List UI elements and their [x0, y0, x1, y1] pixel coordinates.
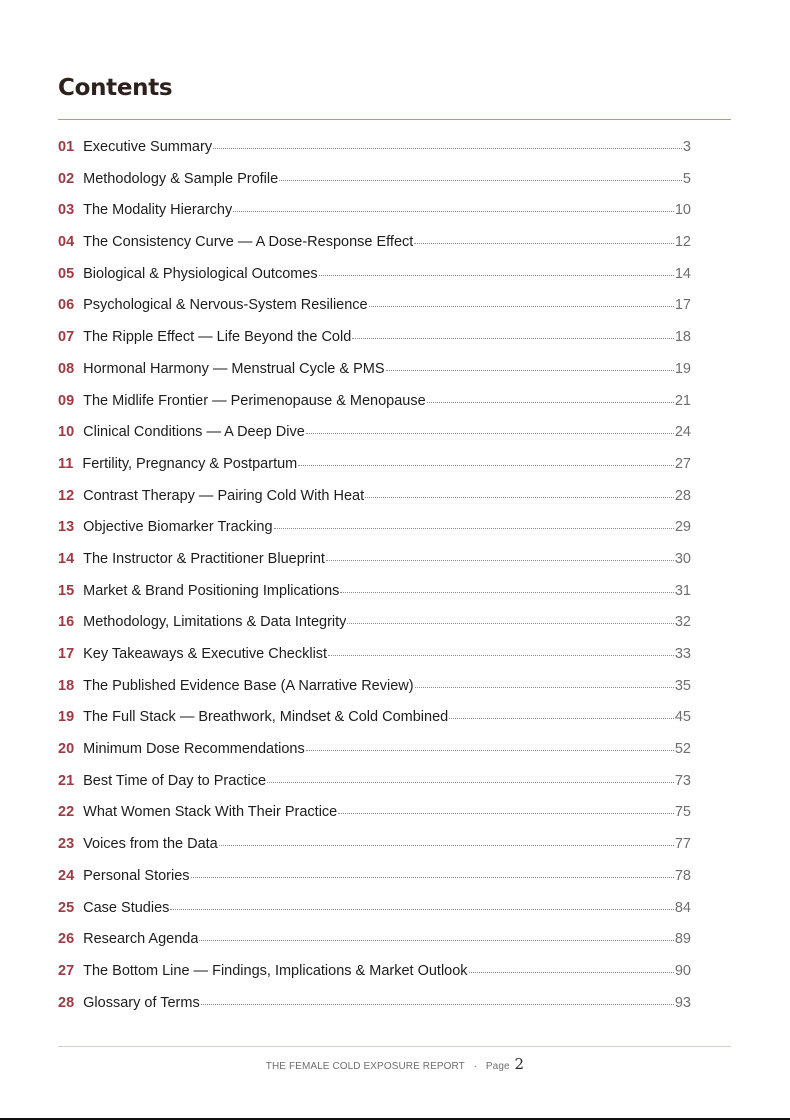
toc-entry[interactable]: [58, 290, 691, 322]
footer-page-label: Page: [485, 1061, 510, 1072]
toc-entry-number: 10: [58, 424, 75, 441]
toc-entry[interactable]: [58, 829, 691, 861]
page-footer: [0, 1055, 790, 1073]
toc-entry-page-number: 78: [674, 867, 691, 884]
toc-entry[interactable]: [58, 449, 691, 481]
toc-entry-number: 16: [58, 614, 75, 631]
toc-entry[interactable]: [58, 354, 691, 386]
toc-entry[interactable]: [58, 893, 691, 925]
toc-entry-number: 12: [58, 487, 75, 504]
toc-entry-title: Fertility, Pregnancy & Postpartum: [82, 455, 298, 472]
toc-entry-dot-leader: [201, 1004, 674, 1005]
toc-entry-title: Market & Brand Positioning Implications: [83, 582, 340, 599]
toc-entry-page-number: 5: [682, 170, 691, 187]
toc-entry-page-number: 29: [674, 519, 691, 536]
toc-entry-page-number: 32: [674, 614, 691, 631]
toc-entry-dot-leader: [233, 211, 674, 212]
toc-entry-page-number: 77: [674, 836, 691, 853]
toc-entry-number: 01: [58, 139, 75, 155]
toc-entry-page-number: 31: [674, 582, 691, 599]
toc-entry[interactable]: [58, 512, 691, 544]
toc-entry-title: Personal Stories: [83, 867, 190, 884]
toc-entry-dot-leader: [199, 940, 673, 941]
toc-entry-number: 24: [58, 867, 75, 884]
toc-entry-dot-leader: [386, 370, 674, 371]
page-title: Contents: [58, 75, 173, 102]
toc-entry-dot-leader: [267, 782, 674, 783]
toc-entry-dot-leader: [449, 718, 674, 719]
toc-entry-number: 15: [58, 582, 75, 599]
toc-entry-page-number: 75: [674, 804, 691, 821]
toc-entry-number: 23: [58, 836, 75, 853]
toc-entry-dot-leader: [170, 909, 673, 910]
toc-entry[interactable]: [58, 481, 691, 513]
toc-entry[interactable]: [58, 544, 691, 576]
toc-entry[interactable]: [58, 956, 691, 988]
toc-entry-dot-leader: [219, 845, 674, 846]
toc-entry-page-number: 10: [674, 202, 691, 219]
toc-entry-title: Minimum Dose Recommendations: [83, 741, 305, 758]
toc-entry-number: 13: [58, 519, 75, 536]
toc-entry-number: 19: [58, 709, 75, 726]
toc-entry-number: 09: [58, 392, 75, 409]
toc-entry-page-number: 35: [674, 677, 691, 694]
toc-entry-title: Hormonal Harmony — Menstrual Cycle & PMS: [83, 360, 385, 377]
table-of-contents: [58, 132, 691, 1019]
toc-entry-number: 07: [58, 329, 75, 346]
toc-entry-page-number: 18: [674, 329, 691, 346]
toc-entry-title: The Instructor & Practitioner Blueprint: [83, 550, 325, 567]
toc-entry-number: 25: [58, 899, 75, 916]
toc-entry-dot-leader: [469, 972, 674, 973]
toc-entry-title: The Modality Hierarchy: [83, 202, 233, 219]
toc-entry-title: Glossary of Terms: [83, 994, 200, 1011]
toc-entry[interactable]: [58, 195, 691, 227]
toc-entry[interactable]: [58, 607, 691, 639]
toc-entry-title: Clinical Conditions — A Deep Dive: [83, 424, 305, 441]
toc-entry[interactable]: [58, 227, 691, 259]
toc-entry[interactable]: [58, 924, 691, 956]
toc-entry-number: 04: [58, 234, 75, 251]
toc-entry-dot-leader: [415, 687, 674, 688]
toc-entry-number: 22: [58, 804, 75, 821]
toc-entry-dot-leader: [279, 180, 682, 181]
toc-entry-title: Case Studies: [83, 899, 170, 916]
toc-entry-title: The Published Evidence Base (A Narrative Review): [83, 677, 414, 694]
toc-entry-number: 28: [58, 994, 75, 1011]
title-divider: [58, 119, 731, 120]
toc-entry-number: 21: [58, 772, 75, 789]
toc-entry-page-number: 27: [674, 455, 691, 472]
toc-entry-page-number: 14: [674, 265, 691, 282]
toc-entry-number: 17: [58, 646, 75, 662]
toc-entry-page-number: 90: [674, 962, 691, 979]
toc-entry-title: Best Time of Day to Practice: [83, 772, 267, 789]
toc-entry[interactable]: [58, 734, 691, 766]
toc-entry-dot-leader: [365, 497, 674, 498]
toc-entry-title: Biological & Physiological Outcomes: [83, 265, 318, 282]
footer-report-title: THE FEMALE COLD EXPOSURE REPORT: [265, 1061, 465, 1072]
toc-entry-title: Research Agenda: [83, 931, 199, 948]
toc-entry-title: Methodology & Sample Profile: [83, 170, 279, 187]
toc-entry[interactable]: [58, 639, 691, 671]
toc-entry-page-number: 93: [674, 994, 691, 1011]
toc-entry[interactable]: [58, 576, 691, 608]
toc-entry[interactable]: [58, 164, 691, 196]
toc-entry-page-number: 30: [674, 550, 691, 567]
toc-entry-number: 14: [58, 550, 75, 567]
toc-entry-page-number: 24: [674, 424, 691, 441]
toc-entry-number: 05: [58, 265, 75, 282]
toc-entry-title: Methodology, Limitations & Data Integrity: [83, 614, 347, 631]
toc-entry-dot-leader: [414, 243, 674, 244]
toc-entry-page-number: 17: [674, 297, 691, 314]
toc-entry-page-number: 21: [674, 392, 691, 409]
toc-entry-page-number: 52: [674, 741, 691, 758]
toc-entry-number: 27: [58, 962, 75, 979]
toc-entry-page-number: 73: [674, 772, 691, 789]
toc-entry-dot-leader: [274, 528, 674, 529]
toc-entry-number: 20: [58, 741, 75, 758]
toc-entry-page-number: 33: [674, 646, 691, 662]
toc-entry[interactable]: [58, 417, 691, 449]
toc-entry[interactable]: [58, 322, 691, 354]
toc-entry-dot-leader: [352, 338, 674, 339]
toc-entry[interactable]: [58, 259, 691, 291]
toc-entry[interactable]: [58, 702, 691, 734]
toc-entry[interactable]: [58, 766, 691, 798]
toc-entry-title: What Women Stack With Their Practice: [83, 804, 338, 821]
toc-entry-title: The Full Stack — Breathwork, Mindset & Cold Combined: [83, 709, 449, 726]
toc-entry-title: Psychological & Nervous-System Resilience: [83, 297, 368, 314]
toc-entry-title: The Bottom Line — Findings, Implications & Market Outlook: [83, 962, 468, 979]
toc-entry-dot-leader: [306, 750, 674, 751]
toc-entry-dot-leader: [347, 623, 673, 624]
toc-entry-page-number: 3: [682, 139, 691, 155]
toc-entry-page-number: 19: [674, 360, 691, 377]
footer-separator: ·: [473, 1061, 477, 1072]
toc-entry[interactable]: [58, 386, 691, 418]
toc-entry-dot-leader: [306, 433, 674, 434]
toc-entry-number: 06: [58, 297, 75, 314]
toc-entry-dot-leader: [326, 560, 674, 561]
toc-entry-dot-leader: [319, 275, 674, 276]
toc-entry-dot-leader: [213, 148, 682, 149]
toc-entry[interactable]: [58, 671, 691, 703]
toc-entry-page-number: 45: [674, 709, 691, 726]
toc-entry-dot-leader: [328, 655, 674, 656]
toc-entry-dot-leader: [191, 877, 674, 878]
toc-entry-number: 26: [58, 931, 75, 948]
toc-entry-title: Contrast Therapy — Pairing Cold With Heat: [83, 487, 365, 504]
toc-entry-dot-leader: [298, 465, 674, 466]
toc-entry-title: The Consistency Curve — A Dose-Response Effect: [83, 234, 414, 251]
toc-entry-number: 11: [58, 455, 74, 472]
toc-entry[interactable]: [58, 797, 691, 829]
toc-entry[interactable]: [58, 861, 691, 893]
toc-entry-dot-leader: [340, 592, 673, 593]
toc-entry-dot-leader: [338, 813, 674, 814]
footer-page-number: 2: [514, 1055, 525, 1073]
toc-entry[interactable]: [58, 988, 691, 1020]
toc-entry-title: Executive Summary: [83, 139, 213, 155]
toc-entry-title: Objective Biomarker Tracking: [83, 519, 273, 536]
toc-entry[interactable]: [58, 132, 691, 164]
toc-entry-title: The Midlife Frontier — Perimenopause & Menopause: [83, 392, 426, 409]
toc-entry-title: Key Takeaways & Executive Checklist: [83, 646, 328, 662]
toc-entry-number: 08: [58, 360, 75, 377]
footer-divider: [58, 1046, 731, 1047]
toc-entry-page-number: 12: [674, 234, 691, 251]
toc-entry-page-number: 89: [674, 931, 691, 948]
toc-entry-dot-leader: [427, 402, 674, 403]
toc-entry-number: 03: [58, 202, 75, 219]
toc-entry-number: 02: [58, 170, 75, 187]
toc-entry-page-number: 84: [674, 899, 691, 916]
toc-entry-page-number: 28: [674, 487, 691, 504]
toc-entry-title: The Ripple Effect — Life Beyond the Cold: [83, 329, 352, 346]
toc-entry-dot-leader: [369, 306, 674, 307]
toc-entry-title: Voices from the Data: [83, 836, 218, 853]
toc-entry-number: 18: [58, 677, 75, 694]
